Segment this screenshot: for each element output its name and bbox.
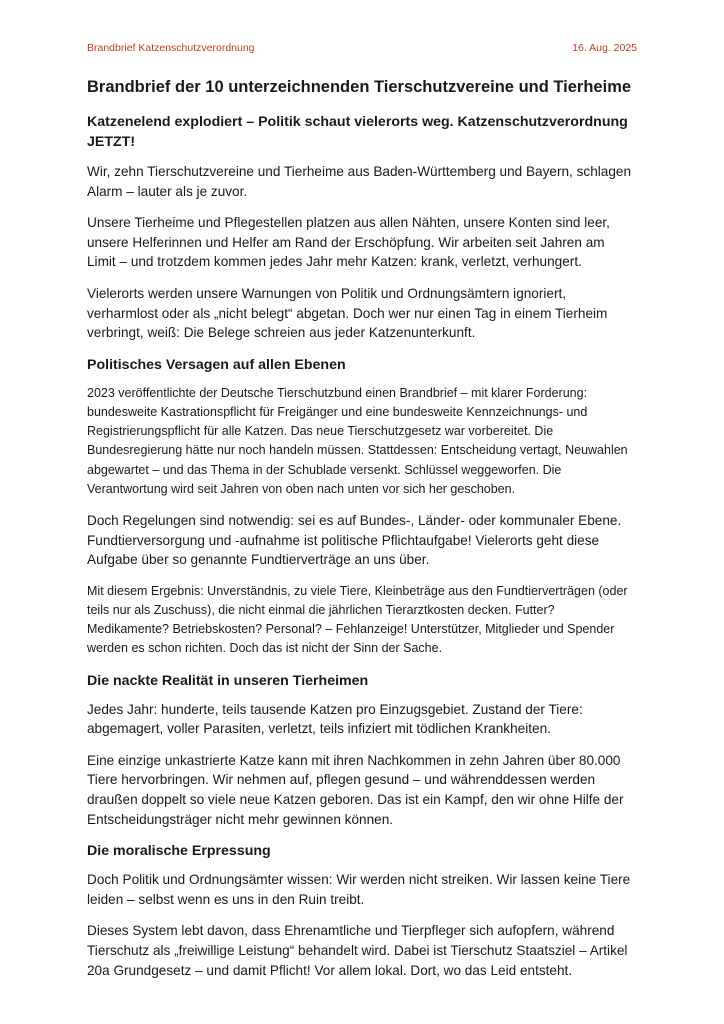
intro-paragraph-2: Unsere Tierheime und Pflegestellen platzen aus allen Nähten, unsere Konten sind leer, unsere Helferinnen und Helfer am Rand der Erschöpfung. Wir arbeiten seit Jahren am Limit – und trotzdem kommen jedes Jahr mehr Katzen: krank, verletzt, verhungert. <box>87 215 610 270</box>
header-date: 16. Aug. 2025 <box>572 42 637 54</box>
section3-paragraph-1: Doch Politik und Ordnungsämter wissen: Wir werden nicht streiken. Wir lassen keine Tiere leiden – selbst wenn es uns in den Ruin treibt. <box>87 872 631 907</box>
document-subtitle: Katzenelend explodiert – Politik schaut vielerorts weg. Katzenschutzverordnung JETZT! <box>87 114 628 150</box>
header-document-title: Brandbrief Katzenschutzverordnung <box>87 42 255 54</box>
intro-paragraph-3: Vielerorts werden unsere Warnungen von Politik und Ordnungsämtern ignoriert, verharmlost oder als „nicht belegt“ abgetan. Doch wer nur einen Tag in einem Tierheim verbringt, weiß: Die Belege schreien aus jeder Katzenunterkunft. <box>87 285 608 341</box>
document-body <box>87 76 637 992</box>
section3-paragraph-2: Dieses System lebt davon, dass Ehrenamtliche und Tierpfleger sich aufopfern, während Tierschutz als „freiwillige Leistung“ behandelt wird. Dabei ist Tierschutz Staatsziel – Artikel 20a Grundgesetz – und damit Pflicht! Vor allem lokal. Dort, wo das Leid entsteht. <box>87 923 628 978</box>
section-heading-reality: Die nackte Realität in unseren Tierheimen <box>87 672 369 689</box>
section-heading-political-failure: Politisches Versagen auf allen Ebenen <box>87 356 346 373</box>
section2-paragraph-1: Jedes Jahr: hunderte, teils tausende Katzen pro Einzugsgebiet. Zustand der Tiere: abgemagert, voller Parasiten, verletzt, teils infiziert mit tödlichen Krankheiten. <box>87 701 583 737</box>
section1-paragraph-2: Doch Regelungen sind notwendig: sei es auf Bundes-, Länder- oder kommunaler Ebene. Fundtierversorgung und -aufnahme ist politische Pflichtaufgabe! Vielerorts geht diese Aufgabe über so genannte Fundtierverträge an uns über. <box>87 512 622 568</box>
document-title: Brandbrief der 10 unterzeichnenden Tierschutzvereine und Tierheime <box>87 78 632 96</box>
section1-paragraph-1: 2023 veröffentlichte der Deutsche Tierschutzbund einen Brandbrief – mit klarer Forderung: bundesweite Kastrationspflicht für Freigänger und eine bundesweite Kennzeichnungs- und Registrierungspflicht für alle Katzen. Das neue Tierschutzgesetz war vorbereitet. Die Bundesregierung hätte nur noch handeln müssen. Stattdessen: Entscheidung vertagt, Neuwahlen abgewartet – und das Thema in der Schublade versenkt. Schlüssel weggeworfen. Die Verantwortung wird seit Jahren von oben nach unten vor sich her geschoben. <box>87 385 628 496</box>
section1-paragraph-3: Mit diesem Ergebnis: Unverständnis, zu viele Tiere, Kleinbeträge aus den Fundtierverträgen (oder teils nur als Zuschuss), die nicht einmal die jährlichen Tierarztkosten decken. Futter? Medikamente? Betriebskosten? Personal? – Fehlanzeige! Unterstützer, Mitglieder und Spender werden es schon richten. Doch das ist nicht der Sinn der Sache. <box>87 583 628 656</box>
section-heading-moral-blackmail: Die moralische Erpressung <box>87 843 271 860</box>
intro-paragraph-1: Wir, zehn Tierschutzvereine und Tierheime aus Baden-Württemberg und Bayern, schlagen Alarm – lauter als je zuvor. <box>87 164 632 199</box>
page-header <box>87 42 637 54</box>
section2-paragraph-2: Eine einzige unkastrierte Katze kann mit ihren Nachkommen in zehn Jahren über 80.000 Tiere hervorbringen. Wir nehmen auf, pflegen gesund – und währenddessen werden draußen doppelt so viele neue Katzen geboren. Das ist ein Kampf, den wir ohne Hilfe der Entscheidungsträger nicht mehr gewinnen können. <box>87 752 624 827</box>
